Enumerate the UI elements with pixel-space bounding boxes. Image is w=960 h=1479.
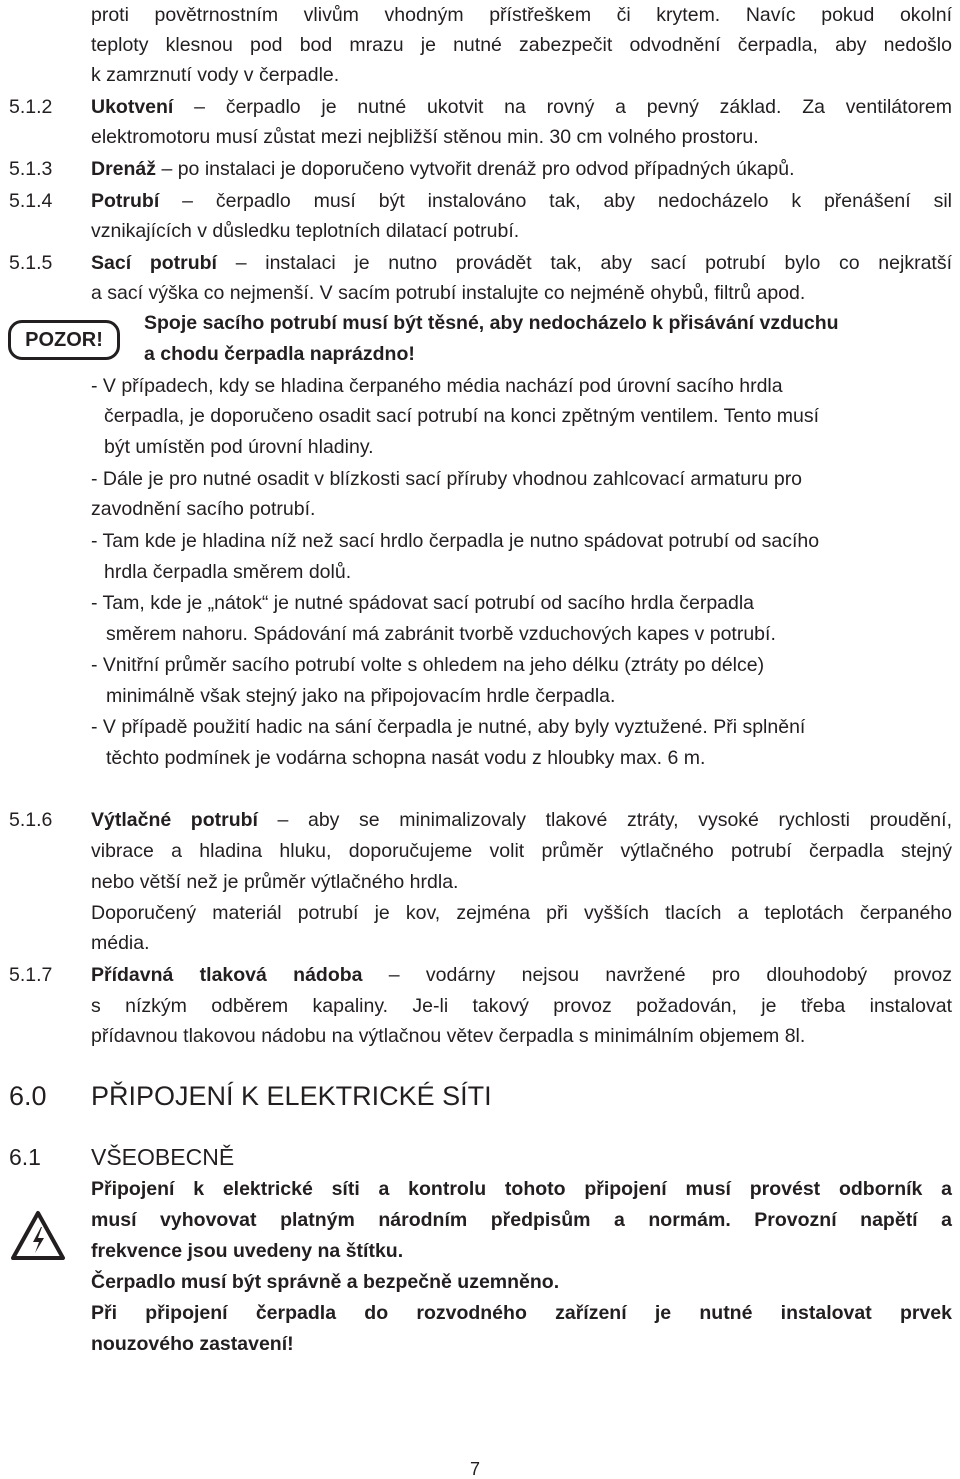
bullet-1-line-3: být umístěn pod úrovní hladiny. (104, 436, 374, 458)
section-516-line-5: média. (91, 932, 150, 954)
heading-60-title: PŘIPOJENÍ K ELEKTRICKÉ SÍTI (91, 1081, 492, 1111)
heading-61-title: VŠEOBECNĚ (91, 1144, 235, 1170)
bullet-4-line-2: směrem nahoru. Spádování má zabránit tvorbě vzduchových kapes v potrubí. (106, 623, 776, 645)
section-515-line-1 (91, 254, 952, 274)
electric-line-2: musí vyhovovat platným národním předpisům a normám. Provozní napětí a (91, 1209, 952, 1231)
section-513-text: – po instalaci je doporučeno vytvořit drenáž pro odvod případných úkapů. (161, 158, 795, 180)
bullet-6-line-2: těchto podmínek je vodárna schopna nasát vodu z hloubky max. 6 m. (106, 747, 706, 769)
bullet-4-line-1: - Tam, kde je „nátok“ je nutné spádovat sací potrubí od sacího hrdla čerpadla (91, 592, 755, 614)
section-517-line-3: přídavnou tlakovou nádobu na výtlačnou větev čerpadla s minimálním objemem 8l. (91, 1025, 806, 1047)
bullet-1-line-1: - V případech, kdy se hladina čerpaného média nachází pod úrovní sacího hrdla (91, 375, 783, 397)
electric-line-6: nouzového zastavení! (91, 1333, 294, 1355)
electric-line-1: Připojení k elektrické síti a kontrolu tohoto připojení musí provést odborník a (91, 1178, 952, 1200)
intro-line-3: k zamrznutí vody v čerpadle. (91, 64, 340, 86)
section-512-text: – čerpadlo je nutné ukotvit na rovný a pevný základ. Za ventilátorem (194, 96, 952, 118)
bullet-3-line-2: hrdla čerpadla směrem dolů. (104, 561, 352, 583)
pozor-line-1: Spoje sacího potrubí musí být těsné, aby nedocházelo k přisávání vzduchu (144, 312, 839, 334)
section-515-text: – instalaci je nutno provádět tak, aby sací potrubí bylo co nejkratší (235, 252, 953, 274)
section-516-line-2: vibrace a hladina hluku, doporučujeme volit průměr výtlačného potrubí čerpadla stejný (91, 840, 952, 862)
section-515-title: Sací potrubí (91, 252, 217, 274)
bullet-2-line-1: - Dále je pro nutné osadit v blízkosti sací příruby vhodnou zahlcovací armaturu pro (91, 468, 803, 490)
section-number-514: 5.1.4 (9, 190, 53, 212)
section-number-513: 5.1.3 (9, 158, 53, 180)
pozor-line-2: a chodu čerpadla naprázdno! (144, 343, 415, 365)
section-515-line-2: a sací výška co nejmenší. V sacím potrubí instalujte co nejméně ohybů, filtrů apod. (91, 282, 806, 304)
bullet-5-line-1: - Vnitřní průměr sacího potrubí volte s ohledem na jeho délku (ztráty po délce) (91, 654, 765, 676)
pozor-badge: POZOR! (8, 320, 120, 360)
section-number-516: 5.1.6 (9, 809, 53, 831)
bullet-2-line-2: zavodnění sacího potrubí. (91, 498, 316, 520)
intro-line-2: teploty klesnou pod bod mrazu je nutné zabezpečit odvodnění čerpadla, aby nedošlo (91, 34, 952, 56)
section-516-text: – aby se minimalizovaly tlakové ztráty, vysoké rychlosti proudění, (277, 809, 952, 831)
section-517-text: – vodárny nejsou navržené pro dlouhodobý provoz (388, 964, 952, 986)
high-voltage-warning-icon (10, 1210, 66, 1262)
section-516-line-4: Doporučený materiál potrubí je kov, zejména při vyšších tlacích a teplotách čerpaného (91, 902, 952, 924)
section-512-line-2: elektromotoru musí zůstat mezi nejbližší stěnou min. 30 cm volného prostoru. (91, 126, 759, 148)
intro-line-1: proti povětrnostním vlivům vhodným přístřeškem či krytem. Navíc pokud okolní (91, 4, 952, 26)
heading-60-number: 6.0 (9, 1081, 47, 1111)
section-number-512: 5.1.2 (9, 96, 53, 118)
section-517-line-1 (91, 966, 952, 986)
section-512-line-1 (91, 98, 952, 118)
bullet-5-line-2: minimálně však stejný jako na připojovacím hrdle čerpadla. (106, 685, 616, 707)
section-513-line-1 (91, 160, 795, 180)
bullet-6-line-1: - V případě použití hadic na sání čerpadla je nutné, aby byly vyztužené. Při splnění (91, 716, 806, 738)
bullet-1-line-2: čerpadla, je doporučeno osadit sací potrubí na konci zpětným ventilem. Tento musí (104, 405, 820, 427)
section-513-title: Drenáž (91, 158, 157, 180)
section-514-text: – čerpadlo musí být instalováno tak, aby nedocházelo k přenášení sil (182, 190, 953, 212)
section-517-title: Přídavná tlaková nádoba (91, 964, 363, 986)
section-514-title: Potrubí (91, 190, 160, 212)
section-number-517: 5.1.7 (9, 964, 53, 986)
electric-line-3: frekvence jsou uvedeny na štítku. (91, 1240, 404, 1262)
section-514-line-2: vznikajících v důsledku teplotních dilatací potrubí. (91, 220, 520, 242)
section-516-line-3: nebo větší než je průměr výtlačného hrdla. (91, 871, 459, 893)
electric-line-4: Čerpadlo musí být správně a bezpečně uzemněno. (91, 1271, 560, 1293)
section-number-515: 5.1.5 (9, 252, 53, 274)
section-517-line-2: s nízkým odběrem kapaliny. Je-li takový provoz požadován, je třeba instalovat (91, 995, 952, 1017)
section-516-line-1 (91, 811, 952, 831)
section-512-title: Ukotvení (91, 96, 174, 118)
heading-61-number: 6.1 (9, 1144, 41, 1170)
section-514-line-1 (91, 192, 952, 212)
electric-line-5: Při připojení čerpadla do rozvodného zařízení je nutné instalovat prvek (91, 1302, 952, 1324)
page-number: 7 (470, 1459, 481, 1479)
bullet-3-line-1: - Tam kde je hladina níž než sací hrdlo čerpadla je nutno spádovat potrubí od sacího (91, 530, 820, 552)
section-516-title: Výtlačné potrubí (91, 809, 258, 831)
